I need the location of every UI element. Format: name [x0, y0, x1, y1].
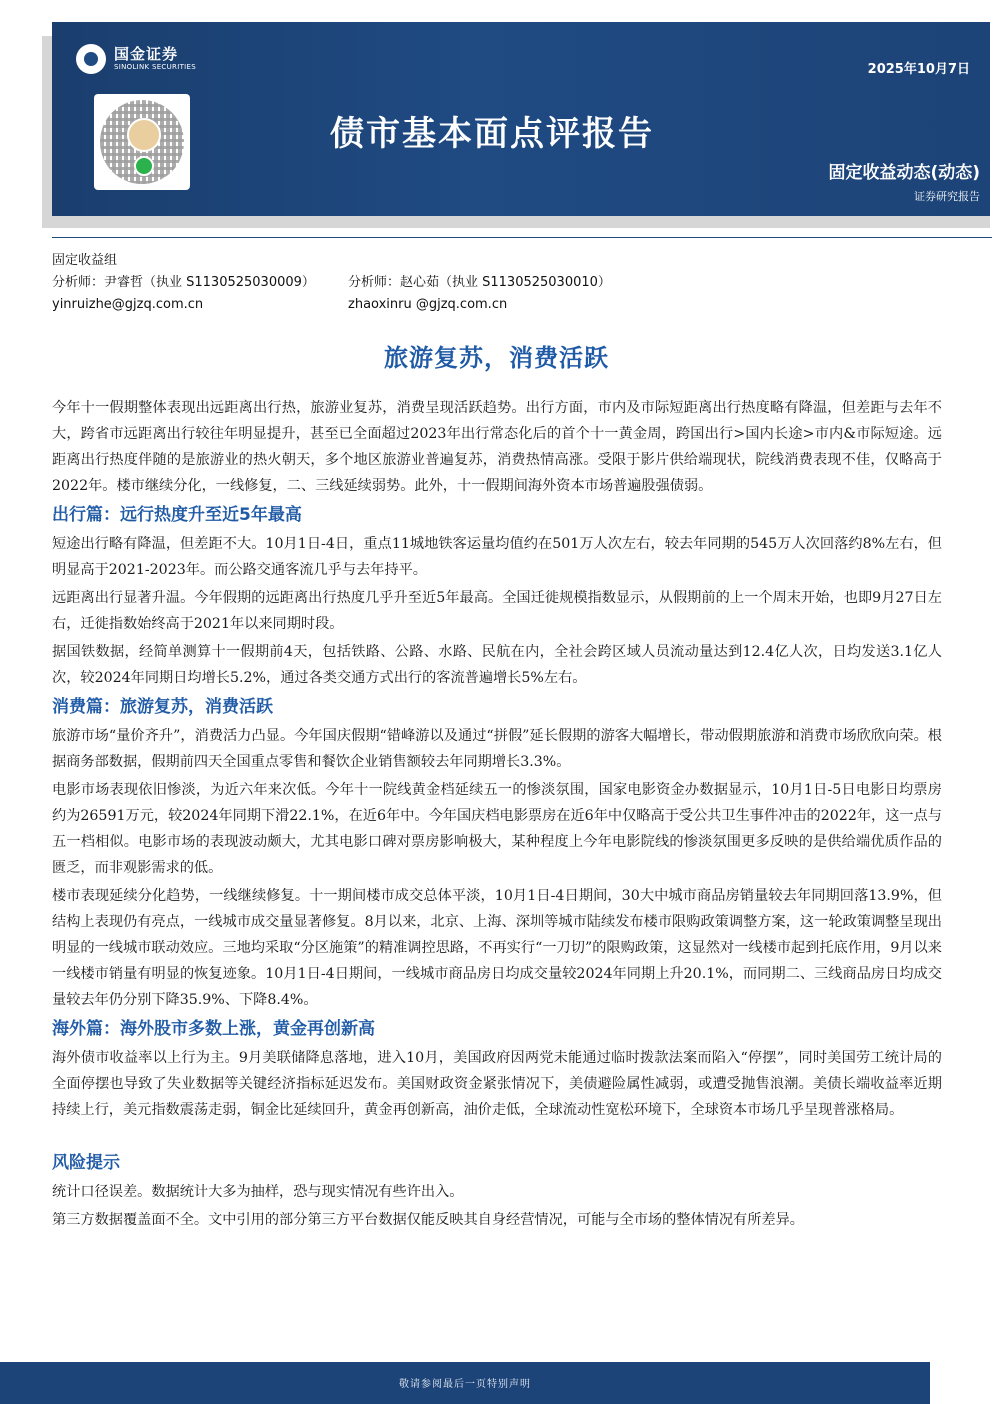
section-heading-overseas: 海外篇：海外股市多数上涨，黄金再创新高	[52, 1019, 375, 1039]
paragraph: 旅游市场“量价齐升”，消费活力凸显。今年国庆假期“错峰游以及通过“拼假”延长假期的游客大幅增长，带动假期旅游和消费市场欣欣向荣。根据商务部数据，假期前四天全国重点零售和餐饮企业销售额较去年同期增长3.3%。	[52, 728, 942, 770]
sinolink-logo-icon	[76, 44, 106, 74]
paragraph: 电影市场表现依旧惨淡，为近六年来次低。今年十一院线黄金档延续五一的惨淡氛围，国家电影资金办数据显示，10月1日-5日电影日均票房约为26591万元，较2024年同期下滑22.1%，在近6年中。今年国庆档电影票房在近6年中仅略高于受公共卫生事件冲击的2022年，这一点与五一档相似。电影市场的表现波动颇大，尤其电影口碑对票房影响极大，某种程度上今年电影院线的惨淡氛围更多反映的是供给端优质作品的匮乏，而非观影需求的低。	[52, 782, 942, 876]
research-group: 固定收益组	[52, 253, 118, 268]
report-subcategory: 证券研究报告	[914, 190, 980, 203]
section-heading-risk: 风险提示	[52, 1153, 120, 1173]
section-heading-consumption: 消费篇：旅游复苏，消费活跃	[52, 697, 273, 717]
header-divider	[52, 237, 992, 238]
report-category: 固定收益动态(动态)	[828, 163, 980, 183]
logo-name-cn: 国金证券	[114, 45, 179, 63]
report-header-banner	[52, 22, 990, 216]
paragraph: 海外债市收益率以上行为主。9月美联储降息落地，进入10月，美国政府因两党未能通过临时拨款法案而陷入“停摆”，同时美国劳工统计局的全面停摆也导致了失业数据等关键经济指标延迟发布。美国财政资金紧张情况下，美债避险属性减弱，或遭受抛售浪潮。美债长端收益率近期持续上行，美元指数震荡走弱，铜金比延续回升，黄金再创新高，油价走低，全球流动性宽松环境下，全球资本市场几乎呈现普涨格局。	[52, 1050, 942, 1118]
analyst-1: 分析师：尹睿哲（执业 S1130525030009）	[52, 275, 315, 290]
analyst-2-email: zhaoxinru @gjzq.com.cn	[348, 297, 508, 312]
qr-code-icon	[94, 94, 190, 190]
report-title: 债市基本面点评报告	[330, 114, 654, 154]
paragraph: 短途出行略有降温，但差距不大。10月1日-4日，重点11城地铁客运量均值约在501万人次左右，较去年同期的545万人次回落约8%左右，但明显高于2021-2023年。而公路交通客流几乎与去年持平。	[52, 536, 942, 578]
risk-paragraph: 统计口径误差。数据统计大多为抽样，恐与现实情况有些许出入。	[52, 1184, 464, 1200]
mini-program-badge-icon	[134, 156, 154, 176]
main-title: 旅游复苏，消费活跃	[384, 344, 609, 372]
company-logo	[76, 44, 196, 74]
risk-paragraph: 第三方数据覆盖面不全。文中引用的部分第三方平台数据仅能反映其自身经营情况，可能与全市场的整体情况有所差异。	[52, 1212, 804, 1228]
intro-paragraph: 今年十一假期整体表现出远距离出行热，旅游业复苏，消费呈现活跃趋势。出行方面，市内及市际短距离出行热度略有降温，但差距与去年不大，跨省市远距离出行较往年明显提升，甚至已全面超过2023年出行常态化后的首个十一黄金周，跨国出行>国内长途>市内&市际短途。远距离出行热度伴随的是旅游业的热火朝天，多个地区旅游业普遍复苏，消费热情高涨。受限于影片供给端现状，院线消费表现不佳，仅略高于2022年。楼市继续分化，一线修复，二、三线延续弱势。此外，十一假期间海外资本市场普遍股强债弱。	[52, 400, 942, 494]
paragraph: 据国铁数据，经简单测算十一假期前4天，包括铁路、公路、水路、民航在内，全社会跨区域人员流动量达到12.4亿人次，日均发送3.1亿人次，较2024年同期日均增长5.2%，通过各类交通方式出行的客流普遍增长5%左右。	[52, 644, 942, 686]
paragraph: 远距离出行显著升温。今年假期的远距离出行热度几乎升至近5年最高。全国迁徙规模指数显示，从假期前的上一个周末开始，也即9月27日左右，迁徙指数始终高于2021年以来同期时段。	[52, 590, 942, 632]
section-heading-travel: 出行篇：远行热度升至近5年最高	[52, 505, 302, 525]
footer-disclaimer: 敬请参阅最后一页特别声明	[399, 1379, 531, 1390]
logo-name-en: SINOLINK SECURITIES	[114, 63, 196, 71]
qr-center-logo-icon	[127, 118, 161, 152]
report-date: 2025年10月7日	[867, 62, 970, 77]
paragraph: 楼市表现延续分化趋势，一线继续修复。十一期间楼市成交总体平淡，10月1日-4日期间，30大中城市商品房销量较去年同期回落13.9%，但结构上表现仍有亮点，一线城市成交量显著修复。8月以来，北京、上海、深圳等城市陆续发布楼市限购政策调整方案，这一轮政策调整呈现出明显的一线城市联动效应。三地均采取“分区施策”的精准调控思路，不再实行“一刀切”的限购政策，这显然对一线楼市起到托底作用，9月以来一线楼市销量有明显的恢复迹象。10月1日-4日期间，一线城市商品房日均成交量较2024年同期上升20.1%，而同期二、三线商品房日均成交量较去年仍分别下降35.9%、下降8.4%。	[52, 888, 942, 1008]
analyst-1-email: yinruizhe@gjzq.com.cn	[52, 297, 204, 312]
analyst-2: 分析师：赵心茹（执业 S1130525030010）	[348, 275, 611, 290]
report-body	[52, 395, 942, 1237]
